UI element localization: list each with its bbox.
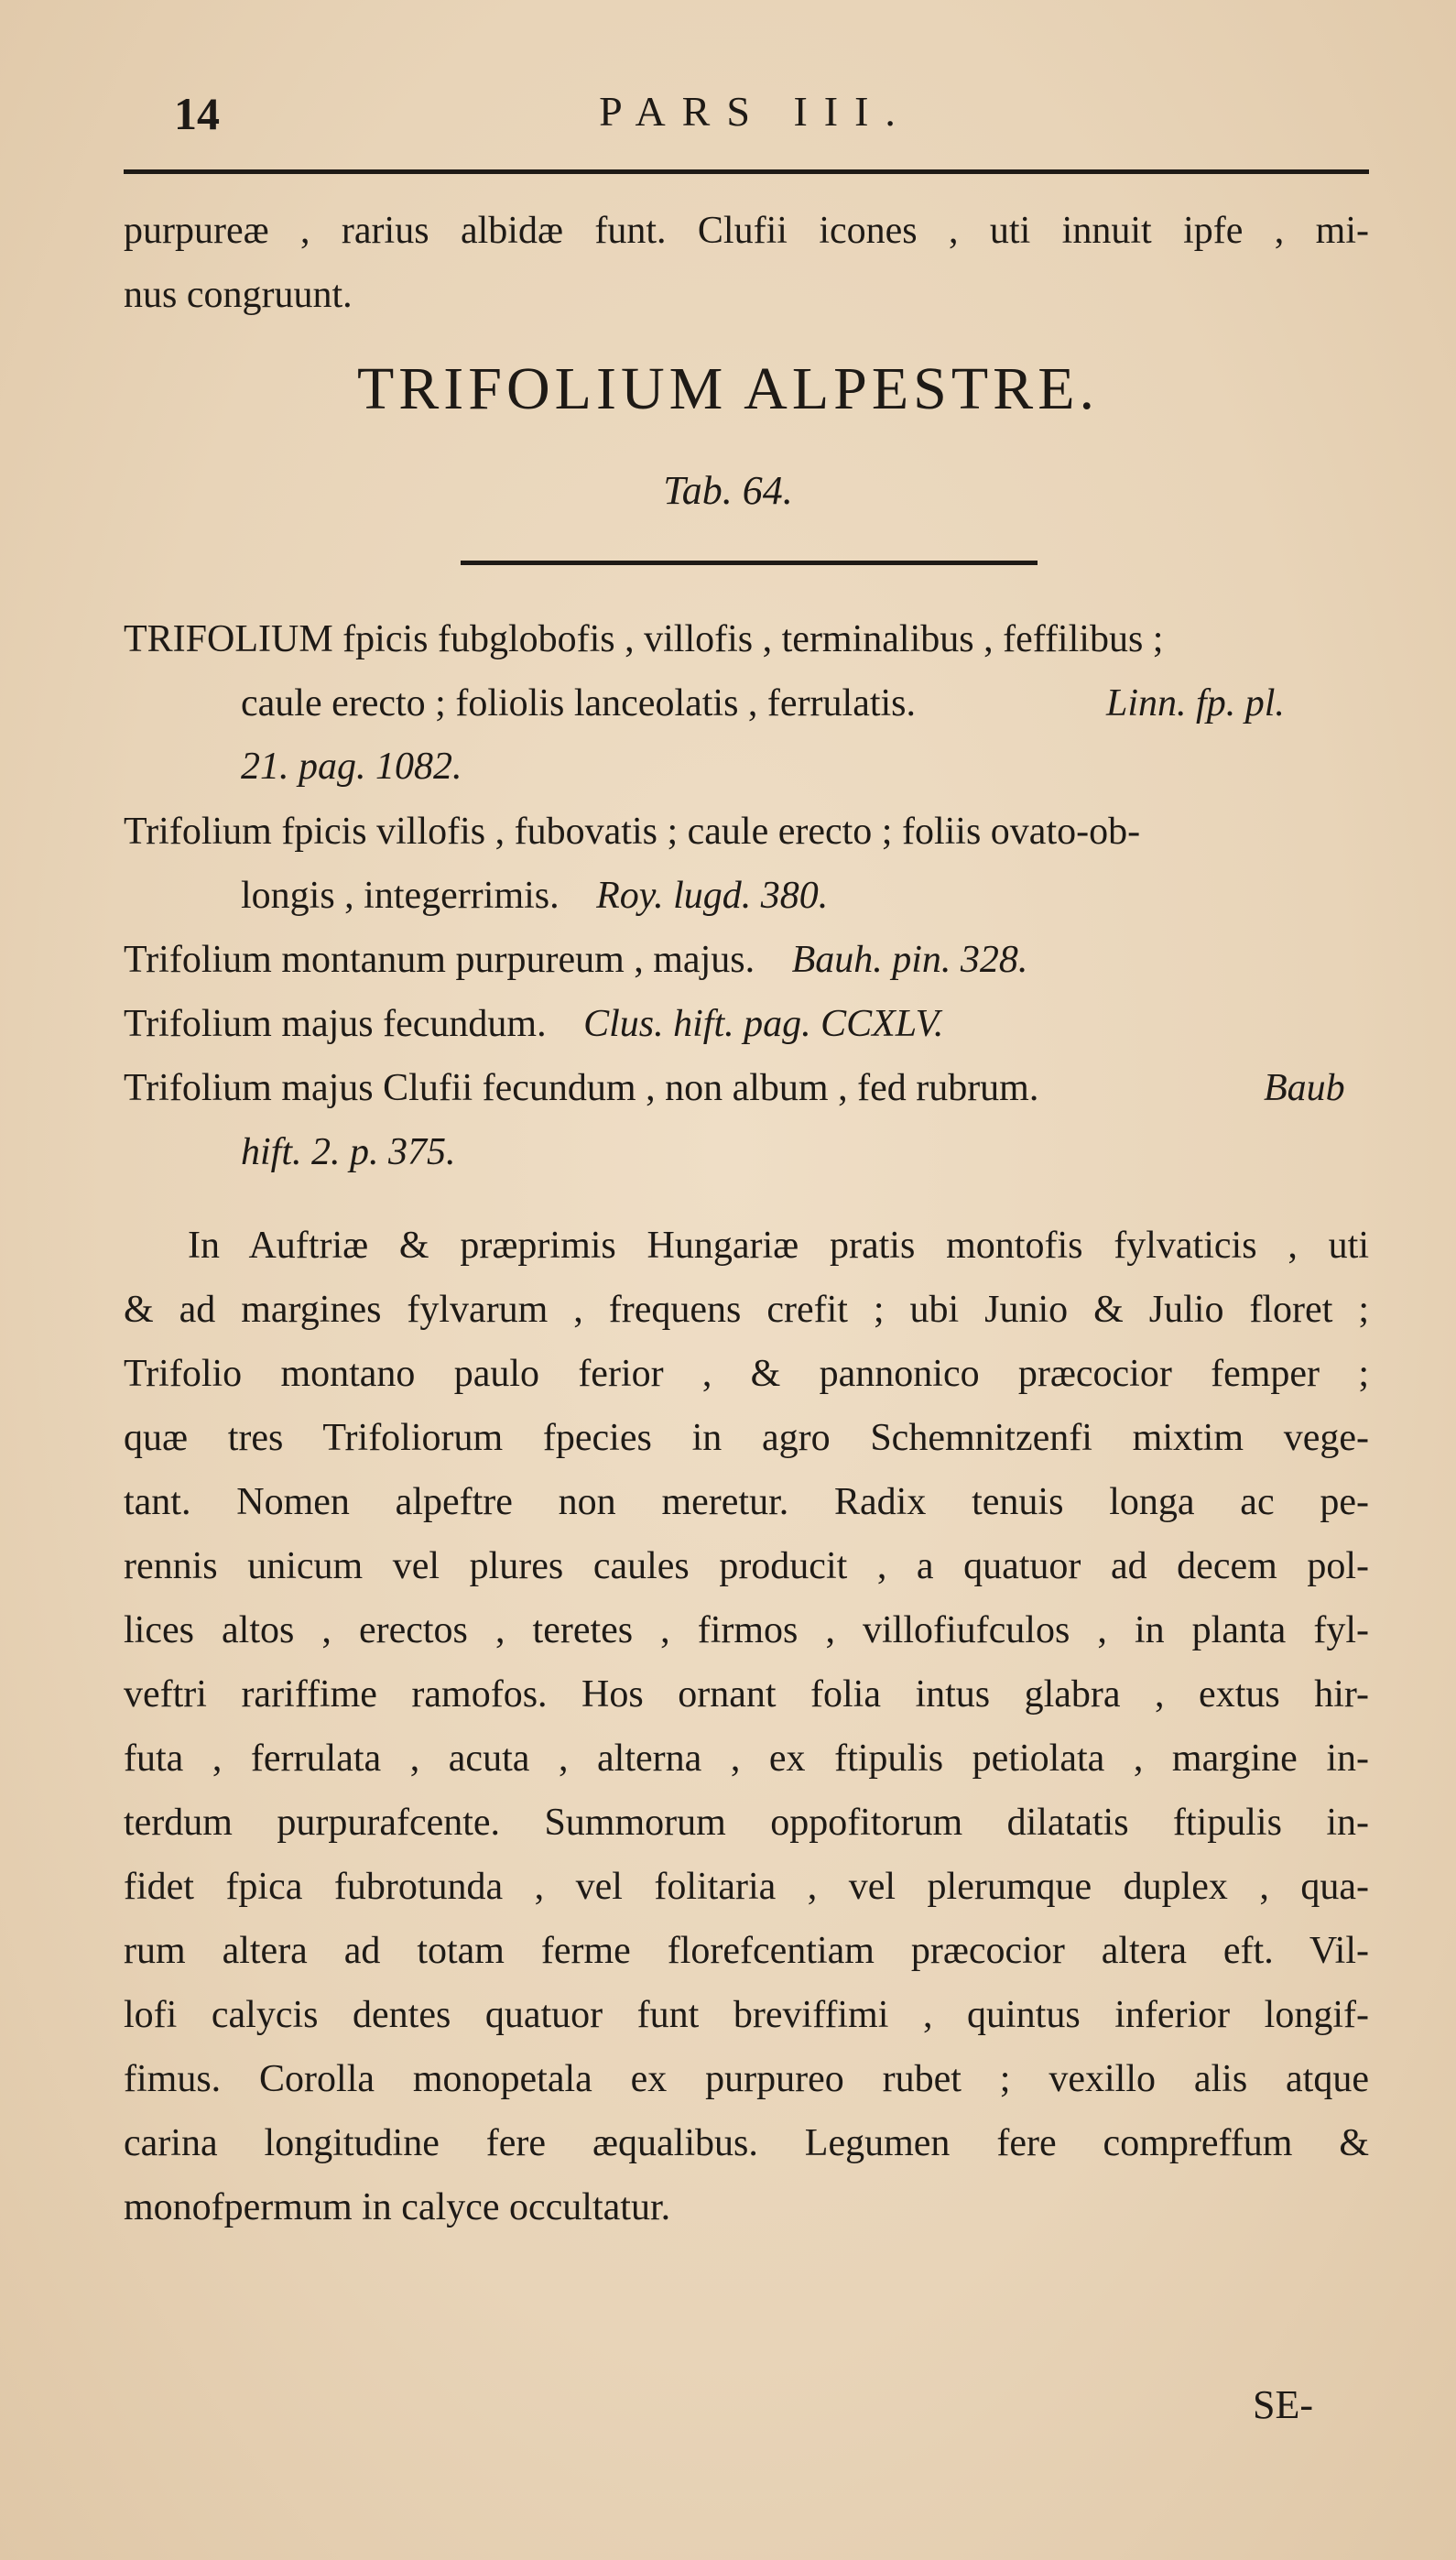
catchword: SE-: [1253, 2382, 1313, 2427]
description-line: fidet fpica fubrotunda , vel folitaria , vel plerumque duplex , qua-: [124, 1866, 1369, 1908]
synonym-text: longis , integerrimis.: [241, 875, 560, 917]
description-line: In Auftriæ & præprimis Hungariæ pratis montofis fylvaticis , uti: [188, 1225, 1369, 1267]
header-rule: [124, 169, 1369, 174]
synonym-text: Trifolium majus Clufii fecundum , non album , fed rubrum.: [124, 1067, 1039, 1109]
description-line: monofpermum in calyce occultatur.: [124, 2186, 671, 2228]
synonym-reference: Bauh. pin. 328.: [791, 939, 1028, 981]
plate-reference: Tab. 64.: [663, 468, 793, 513]
continuation-line: purpureæ , rarius albidæ funt. Clufii icones , uti innuit ipfe , mi-: [124, 210, 1369, 252]
synonym-line: [241, 865, 1369, 927]
synonym-line: [124, 993, 1369, 1055]
description-line: Trifolio montano paulo ferior , & pannonico præcocior femper ;: [124, 1353, 1369, 1395]
description-line: fimus. Corolla monopetala ex purpureo rubet ; vexillo alis atque: [124, 2058, 1369, 2100]
description-line: carina longitudine fere æqualibus. Legumen fere compreffum &: [124, 2122, 1369, 2164]
synonym-reference: 21. pag. 1082.: [241, 746, 462, 788]
synonym-text: Trifolium fpicis villofis , fubovatis ; caule erecto ; foliis ovato-ob-: [124, 811, 1141, 853]
species-title: TRIFOLIUM ALPESTRE.: [356, 355, 1100, 422]
description-line: futa , ferrulata , acuta , alterna , ex ftipulis petiolata , margine in-: [124, 1738, 1369, 1780]
synonym-reference: Roy. lugd. 380.: [596, 875, 829, 917]
synonym-reference: Baub: [1264, 1067, 1345, 1109]
description-line: veftri rariffime ramofos. Hos ornant folia intus glabra , extus hir-: [124, 1673, 1369, 1716]
synonym-reference: Clus. hift. pag. CCXLV.: [583, 1003, 944, 1045]
description-line: tant. Nomen alpeftre non meretur. Radix tenuis longa ac pe-: [124, 1481, 1369, 1523]
description-line: terdum purpurafcente. Summorum oppofitorum dilatatis ftipulis in-: [124, 1802, 1369, 1844]
continuation-line: nus congruunt.: [124, 274, 353, 316]
description-line: quæ tres Trifoliorum fpecies in agro Schemnitzenfi mixtim vege-: [124, 1417, 1369, 1459]
synonym-text: caule erecto ; foliolis lanceolatis , ferrulatis.: [241, 682, 917, 724]
description-line: & ad margines fylvarum , frequens crefit ; ubi Junio & Julio floret ;: [124, 1289, 1369, 1331]
section-rule: [461, 561, 1038, 565]
description-line: lices altos , erectos , teretes , firmos , villofiufculos , in planta fyl-: [124, 1609, 1369, 1651]
description-line: rum altera ad totam ferme florefcentiam præcocior altera eft. Vil-: [124, 1930, 1369, 1972]
synonym-reference: hift. 2. p. 375.: [241, 1131, 456, 1173]
synonym-text: TRIFOLIUM fpicis fubglobofis , villofis , terminalibus , feffilibus ;: [124, 618, 1164, 660]
description-line: rennis unicum vel plures caules producit , a quatuor ad decem pol-: [124, 1545, 1369, 1587]
running-head: [0, 87, 1456, 151]
synonym-line: [124, 1057, 1369, 1119]
synonym-text: Trifolium majus fecundum.: [124, 1003, 547, 1045]
synonym-reference: Linn. fp. pl.: [1106, 682, 1285, 724]
page-number: 14: [174, 88, 220, 139]
synonym-line: [124, 801, 1369, 863]
running-title: PARS III.: [599, 88, 912, 135]
synonym-text: Trifolium montanum purpureum , majus.: [124, 939, 755, 981]
synonym-line: [124, 929, 1369, 991]
synonym-line: [241, 672, 1369, 735]
description-line: lofi calycis dentes quatuor funt breviffimi , quintus inferior longif-: [124, 1994, 1369, 2036]
synonym-line: [124, 608, 1369, 670]
